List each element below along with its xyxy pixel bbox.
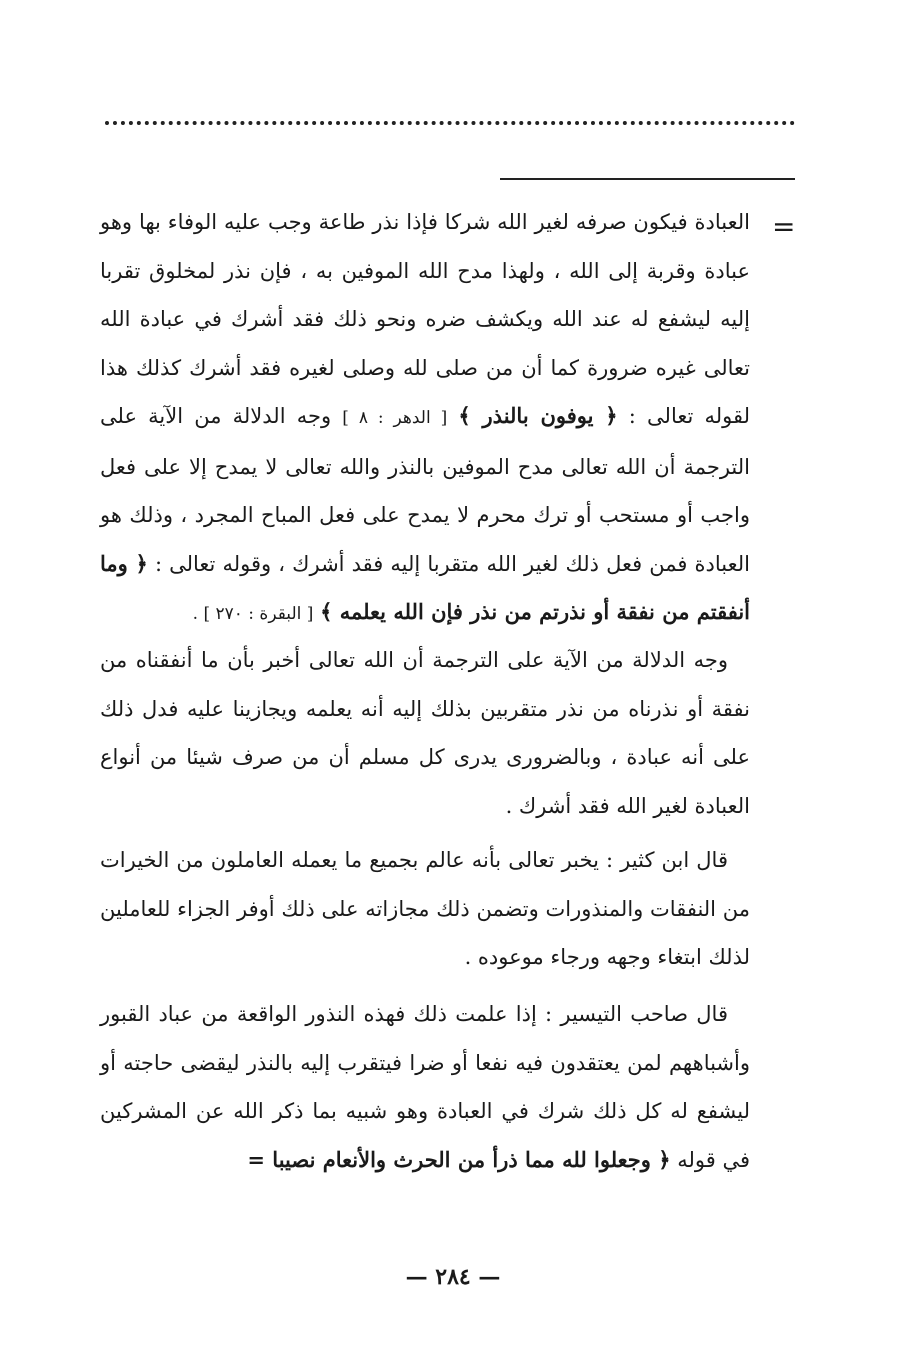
paragraph-2-text: وجه الدلالة من الآية على الترجمة أن الله تعالى أخبر بأن ما أنفقناه من نفقة أو نذرناه من نذر متقربين بذلك إليه أنه يعلمه ويجازينا عليه فدل ذلك على أنه عبادة ، وبالضرورى يدرى كل مسلم أن من صرف شيئا من أنواع العبادة لغير الله فقد أشرك . [100,648,750,818]
verse-reference-2: [ البقرة : ٢٧٠ ] . [192,604,314,624]
paragraph-4-text: قال صاحب التيسير : إذا علمت ذلك فهذه النذور الواقعة من عباد القبور وأشباههم لمن يعتقدون فيه نفعا أو ضرا فيتقرب إليه بالنذر ليقضى حاجته أو ليشفع له كل ذلك شرك في العبادة وهو شبيه بما ذكر الله عن المشركين في قوله [100,1002,750,1172]
quran-verse-3: ﴿ وجعلوا لله مما ذرأ من الحرث والأنعام نصيبا = [247,1146,671,1172]
footnote-separator-rule [500,178,795,180]
paragraph-1-text-b: وجه الدلالة من الآية على الترجمة أن الله تعالى مدح الموفين بالنذر والله تعالى لا يمدح إلا على فعل واجب أو مستحب أو ترك محرم لا يمدح على فعل المباح المجرد ، وذلك هو العبادة فمن فعل ذلك لغير الله متقربا إليه فقد أشرك ، وقوله تعالى : [100,404,750,576]
quran-verse-2: ﴿ وما أنفقتم من نفقة أو نذرتم من نذر فإن الله يعلمه ﴾ [100,550,750,624]
paragraph-4 [100,990,750,1184]
verse-reference-1: [ الدهر : ٨ ] [342,408,448,428]
paragraph-2 [100,636,750,830]
header-dotted-rule [105,121,795,125]
paragraph-3 [100,836,750,982]
paragraph-1 [100,198,750,639]
continuation-mark: = [772,210,796,243]
paragraph-3-text: قال ابن كثير : يخبر تعالى بأنه عالم بجميع ما يعمله العاملون من الخيرات من النفقات والمنذورات وتضمن ذلك مجازاته على ذلك أوفر الجزاء للعاملين لذلك ابتغاء وجهه ورجاء موعوده . [100,848,750,969]
quran-verse-1: ﴿ يوفون بالنذر ﴾ [458,403,618,428]
paragraph-1-text-a: العبادة فيكون صرفه لغير الله شركا فإذا نذر طاعة وجب عليه الوفاء بها وهو عبادة وقربة إلى الله ، ولهذا مدح الله الموفين به ، فإن نذر لمخلوق تقربا إليه ليشفع له عند الله ويكشف ضره ونحو ذلك فقد أشرك في عبادة الله تعالى غيره ضرورة كما أن من صلى لله وصلى لغيره فقد أشرك كذلك هذا لقوله تعالى : [100,210,751,428]
page-number: — ٢٨٤ — [405,1264,501,1290]
